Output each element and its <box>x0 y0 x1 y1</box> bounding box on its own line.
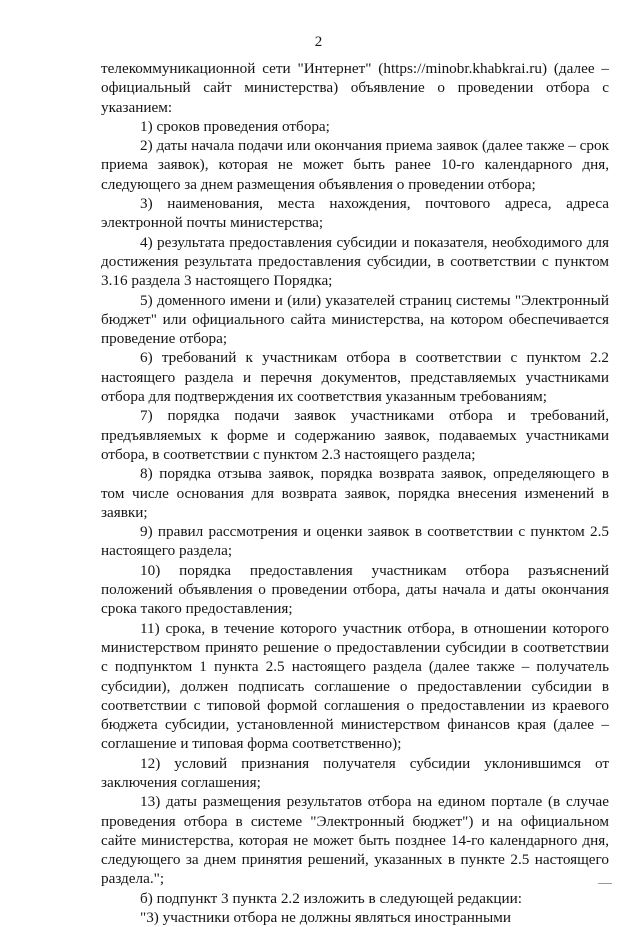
list-item: 12) условий признания получателя субсидии уклонившимся от заключения соглашения; <box>101 754 609 791</box>
list-item: 3) наименования, места нахождения, почтового адреса, адреса электронной почты министерства; <box>101 195 609 232</box>
list-item: 1) сроков проведения отбора; <box>140 117 330 135</box>
page-number: 2 <box>314 34 323 50</box>
list-item: 2) даты начала подачи или окончания приема заявок (далее также – срок приема заявок), которая не может быть ранее 10-го календарного дня, следующего за днем размещения объявления о проведении отбора; <box>101 137 609 193</box>
list-item: 13) даты размещения результатов отбора на едином портале (в случае проведения отбора в системе "Электронный бюджет") и на официальном сайте министерства, которая не может быть позднее 14-го календарного дня, следующего за днем принятия решений, указанных в пункте 2.5 настоящего раздела."; <box>101 793 609 888</box>
list-item: 10) порядка предоставления участникам отбора разъяснений положений объявления о проведении отбора, даты начала и даты окончания срока такого предоставления; <box>101 561 609 618</box>
list-item: 8) порядка отзыва заявок, порядка возврата заявок, определяющего в том числе основания для возврата заявок, порядка внесения изменений в заявки; <box>101 465 609 521</box>
paragraph: б) подпункт 3 пункта 2.2 изложить в следующей редакции: <box>140 889 522 907</box>
document-body <box>101 59 609 927</box>
scan-artifact-mark <box>598 883 612 884</box>
list-item: 11) срока, в течение которого участник отбора, в отношении которого министерством принято решение о предоставлении субсидии в соответствии с подпунктом 1 пункта 2.5 настоящего раздела (далее также – получатель субсидии), должен подписать соглашение о предоставлении субсидии в соответствии с типовой формой соглашения о предоставлении из краевого бюджета субсидии, установленной министерством финансов края (далее – соглашение и типовая форма соответственно); <box>101 619 609 753</box>
list-item: 4) результата предоставления субсидии и показателя, необходимого для достижения результата предоставления субсидии, в соответствии с пунктом 3.16 раздела 3 настоящего Порядка; <box>101 233 609 290</box>
list-item: 5) доменного имени и (или) указателей страниц системы "Электронный бюджет" или официального сайта министерства, на котором обеспечивается проведение отбора; <box>101 291 609 348</box>
list-item: 7) порядка подачи заявок участниками отбора и требований, предъявляемых к форме и содержанию заявок, подаваемых участниками отбора, в соответствии с пунктом 2.3 настоящего раздела; <box>101 407 609 463</box>
list-item: "3) участники отбора не должны являться иностранными <box>140 909 511 927</box>
list-item: 9) правил рассмотрения и оценки заявок в соответствии с пунктом 2.5 настоящего раздела; <box>101 523 609 560</box>
paragraph: телекоммуникационной сети "Интернет" (https://minobr.khabkrai.ru) (далее – официальный сайт министерства) объявление о проведении отбора с указанием: <box>101 60 609 116</box>
list-item: 6) требований к участникам отбора в соответствии с пунктом 2.2 настоящего раздела и перечня документов, представляемых участниками отбора для подтверждения их соответствия указанным требованиям; <box>101 349 609 406</box>
